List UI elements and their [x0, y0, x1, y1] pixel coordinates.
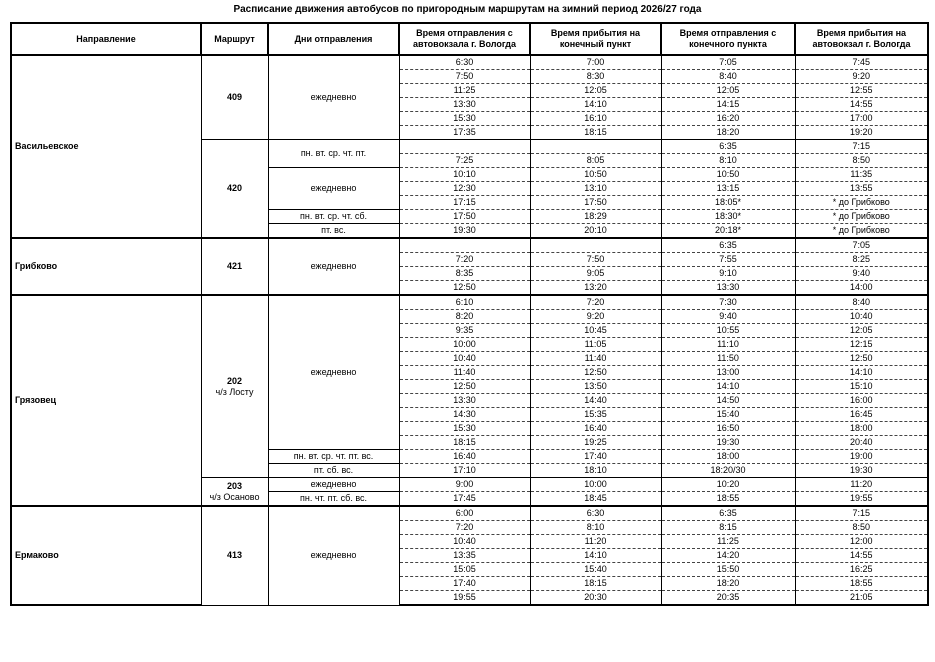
arr-end-cell: 14:40: [530, 394, 661, 408]
dep-end-cell: 19:30: [661, 436, 795, 450]
dep-end-cell: 15:40: [661, 408, 795, 422]
arr-end-cell: 8:10: [530, 521, 661, 535]
dep-end-cell: 7:30: [661, 295, 795, 310]
dep-end-cell: 20:35: [661, 591, 795, 606]
arr-end-cell: 18:10: [530, 464, 661, 478]
arr-vologda-cell: 7:15: [795, 140, 928, 154]
route-number: 420: [226, 183, 243, 193]
dep-vologda-cell: 17:35: [399, 126, 530, 140]
table-row: [11, 506, 928, 521]
dep-end-cell: 14:20: [661, 549, 795, 563]
arr-vologda-cell: 12:50: [795, 352, 928, 366]
dep-vologda-cell: 13:35: [399, 549, 530, 563]
dep-end-cell: 11:25: [661, 535, 795, 549]
arr-vologda-cell: 7:15: [795, 506, 928, 521]
dep-vologda-cell: 15:30: [399, 112, 530, 126]
dep-vologda-cell: 6:10: [399, 295, 530, 310]
arr-vologda-cell: * до Грибково: [795, 196, 928, 210]
arr-end-cell: 9:05: [530, 267, 661, 281]
dep-vologda-cell: 17:40: [399, 577, 530, 591]
arr-vologda-cell: 18:55: [795, 577, 928, 591]
dep-vologda-cell: 6:30: [399, 55, 530, 70]
arr-vologda-cell: 11:35: [795, 168, 928, 182]
header-direction: Направление: [11, 23, 201, 55]
dep-end-cell: 18:20: [661, 577, 795, 591]
dep-end-cell: 11:10: [661, 338, 795, 352]
days-cell: пт. сб. вс.: [268, 464, 399, 478]
route-cell: [201, 295, 268, 478]
route-cell: [201, 238, 268, 295]
schedule-body: [11, 55, 928, 605]
arr-end-cell: 12:50: [530, 366, 661, 380]
direction-cell: Грибково: [11, 238, 201, 295]
arr-end-cell: 6:30: [530, 506, 661, 521]
arr-vologda-cell: 9:20: [795, 70, 928, 84]
arr-end-cell: 10:50: [530, 168, 661, 182]
arr-end-cell: 13:10: [530, 182, 661, 196]
days-cell: пт. вс.: [268, 224, 399, 239]
dep-vologda-cell: 17:45: [399, 492, 530, 507]
arr-vologda-cell: 17:00: [795, 112, 928, 126]
dep-vologda-cell: 10:10: [399, 168, 530, 182]
arr-vologda-cell: * до Грибково: [795, 210, 928, 224]
dep-vologda-cell: 13:30: [399, 394, 530, 408]
arr-end-cell: 20:10: [530, 224, 661, 239]
arr-end-cell: 18:45: [530, 492, 661, 507]
dep-vologda-cell: 10:00: [399, 338, 530, 352]
arr-end-cell: 11:05: [530, 338, 661, 352]
dep-vologda-cell: 9:35: [399, 324, 530, 338]
arr-end-cell: 11:40: [530, 352, 661, 366]
dep-vologda-cell: 15:05: [399, 563, 530, 577]
days-cell: ежедневно: [268, 295, 399, 450]
arr-vologda-cell: 14:00: [795, 281, 928, 296]
arr-vologda-cell: 7:45: [795, 55, 928, 70]
arr-end-cell: 8:30: [530, 70, 661, 84]
schedule-title: Расписание движения автобусов по пригородным маршрутам на зимний период 2026/27 года: [233, 4, 702, 15]
arr-vologda-cell: 19:20: [795, 126, 928, 140]
dep-vologda-cell: 11:40: [399, 366, 530, 380]
arr-end-cell: 10:00: [530, 478, 661, 492]
dep-vologda-cell: 7:25: [399, 154, 530, 168]
table-row: [11, 238, 928, 253]
arr-end-cell: 7:50: [530, 253, 661, 267]
dep-vologda-cell: 8:20: [399, 310, 530, 324]
dep-end-cell: 14:50: [661, 394, 795, 408]
days-cell: пн. чт. пт. сб. вс.: [268, 492, 399, 507]
dep-end-cell: 13:15: [661, 182, 795, 196]
schedule-table: [10, 22, 929, 606]
dep-end-cell: 18:05*: [661, 196, 795, 210]
dep-vologda-cell: [399, 238, 530, 253]
arr-end-cell: 14:10: [530, 549, 661, 563]
arr-end-cell: 9:20: [530, 310, 661, 324]
arr-vologda-cell: 19:55: [795, 492, 928, 507]
arr-end-cell: 17:40: [530, 450, 661, 464]
dep-end-cell: 14:10: [661, 380, 795, 394]
dep-vologda-cell: 6:00: [399, 506, 530, 521]
dep-vologda-cell: 8:35: [399, 267, 530, 281]
dep-end-cell: 6:35: [661, 506, 795, 521]
table-row: [11, 55, 928, 70]
route-number: 421: [226, 261, 243, 271]
arr-end-cell: 11:20: [530, 535, 661, 549]
dep-end-cell: 8:10: [661, 154, 795, 168]
route-cell: [201, 140, 268, 239]
dep-end-cell: 12:05: [661, 84, 795, 98]
dep-vologda-cell: 17:15: [399, 196, 530, 210]
arr-vologda-cell: 8:40: [795, 295, 928, 310]
dep-end-cell: 18:20/30: [661, 464, 795, 478]
arr-vologda-cell: 20:40: [795, 436, 928, 450]
dep-end-cell: 18:55: [661, 492, 795, 507]
arr-vologda-cell: 12:15: [795, 338, 928, 352]
dep-end-cell: 9:40: [661, 310, 795, 324]
header-dep-vologda: Время отправления с автовокзала г. Вологда: [399, 23, 530, 55]
arr-vologda-cell: 14:10: [795, 366, 928, 380]
route-via: ч/з Лосту: [215, 386, 254, 397]
arr-end-cell: 15:35: [530, 408, 661, 422]
dep-vologda-cell: 16:40: [399, 450, 530, 464]
table-row: [11, 295, 928, 310]
dep-vologda-cell: 19:55: [399, 591, 530, 606]
dep-end-cell: 7:55: [661, 253, 795, 267]
header-arr-end: Время прибытия на конечный пункт: [530, 23, 661, 55]
arr-end-cell: 19:25: [530, 436, 661, 450]
arr-vologda-cell: 7:05: [795, 238, 928, 253]
arr-end-cell: 10:45: [530, 324, 661, 338]
dep-vologda-cell: 13:30: [399, 98, 530, 112]
arr-vologda-cell: 18:00: [795, 422, 928, 436]
arr-vologda-cell: 14:55: [795, 549, 928, 563]
arr-vologda-cell: 12:00: [795, 535, 928, 549]
arr-vologda-cell: 16:25: [795, 563, 928, 577]
direction-cell: Грязовец: [11, 295, 201, 506]
route-cell: [201, 506, 268, 605]
direction-cell: Васильевское: [11, 55, 201, 238]
dep-vologda-cell: 12:50: [399, 281, 530, 296]
arr-end-cell: 18:15: [530, 126, 661, 140]
arr-end-cell: 13:20: [530, 281, 661, 296]
arr-vologda-cell: 8:25: [795, 253, 928, 267]
dep-vologda-cell: 10:40: [399, 352, 530, 366]
arr-end-cell: 18:29: [530, 210, 661, 224]
dep-end-cell: 6:35: [661, 238, 795, 253]
arr-end-cell: 20:30: [530, 591, 661, 606]
arr-vologda-cell: 10:40: [795, 310, 928, 324]
dep-end-cell: 8:15: [661, 521, 795, 535]
dep-vologda-cell: 15:30: [399, 422, 530, 436]
arr-vologda-cell: 13:55: [795, 182, 928, 196]
dep-end-cell: 9:10: [661, 267, 795, 281]
dep-vologda-cell: 7:50: [399, 70, 530, 84]
direction-cell: Ермаково: [11, 506, 201, 605]
arr-end-cell: 17:50: [530, 196, 661, 210]
arr-end-cell: 18:15: [530, 577, 661, 591]
dep-end-cell: 14:15: [661, 98, 795, 112]
arr-end-cell: [530, 238, 661, 253]
arr-end-cell: 15:40: [530, 563, 661, 577]
route-cell: [201, 55, 268, 140]
dep-vologda-cell: 12:30: [399, 182, 530, 196]
arr-end-cell: 14:10: [530, 98, 661, 112]
dep-end-cell: 16:20: [661, 112, 795, 126]
dep-vologda-cell: [399, 140, 530, 154]
days-cell: ежедневно: [268, 168, 399, 210]
dep-vologda-cell: 18:15: [399, 436, 530, 450]
arr-vologda-cell: 19:30: [795, 464, 928, 478]
days-cell: ежедневно: [268, 478, 399, 492]
dep-vologda-cell: 14:30: [399, 408, 530, 422]
days-cell: пн. вт. ср. чт. сб.: [268, 210, 399, 224]
days-cell: ежедневно: [268, 238, 399, 295]
days-cell: пн. вт. ср. чт. пт. вс.: [268, 450, 399, 464]
arr-end-cell: 7:20: [530, 295, 661, 310]
arr-vologda-cell: 8:50: [795, 521, 928, 535]
dep-end-cell: 13:30: [661, 281, 795, 296]
dep-vologda-cell: 10:40: [399, 535, 530, 549]
dep-end-cell: 6:35: [661, 140, 795, 154]
days-cell: ежедневно: [268, 506, 399, 605]
arr-end-cell: 12:05: [530, 84, 661, 98]
dep-end-cell: 13:00: [661, 366, 795, 380]
arr-vologda-cell: 12:05: [795, 324, 928, 338]
arr-end-cell: 7:00: [530, 55, 661, 70]
arr-vologda-cell: 16:45: [795, 408, 928, 422]
route-number: 202: [226, 375, 243, 386]
arr-vologda-cell: 8:50: [795, 154, 928, 168]
header-days: Дни отправления: [268, 23, 399, 55]
arr-vologda-cell: 16:00: [795, 394, 928, 408]
header-arr-vologda: Время прибытия на автовокзал г. Вологда: [795, 23, 928, 55]
arr-vologda-cell: 12:55: [795, 84, 928, 98]
dep-end-cell: 15:50: [661, 563, 795, 577]
arr-vologda-cell: 15:10: [795, 380, 928, 394]
dep-vologda-cell: 12:50: [399, 380, 530, 394]
route-number: 203: [226, 480, 243, 491]
route-number: 409: [226, 92, 243, 102]
dep-end-cell: 10:50: [661, 168, 795, 182]
arr-end-cell: 16:40: [530, 422, 661, 436]
dep-end-cell: 8:40: [661, 70, 795, 84]
dep-end-cell: 10:20: [661, 478, 795, 492]
dep-end-cell: 11:50: [661, 352, 795, 366]
dep-end-cell: 20:18*: [661, 224, 795, 239]
route-via: ч/з Осаново: [209, 491, 260, 502]
dep-vologda-cell: 7:20: [399, 253, 530, 267]
arr-vologda-cell: 9:40: [795, 267, 928, 281]
arr-end-cell: 13:50: [530, 380, 661, 394]
arr-vologda-cell: 14:55: [795, 98, 928, 112]
arr-end-cell: 8:05: [530, 154, 661, 168]
dep-vologda-cell: 7:20: [399, 521, 530, 535]
arr-vologda-cell: 19:00: [795, 450, 928, 464]
arr-vologda-cell: 11:20: [795, 478, 928, 492]
arr-end-cell: [530, 140, 661, 154]
dep-vologda-cell: 11:25: [399, 84, 530, 98]
route-number: 413: [226, 550, 243, 561]
dep-vologda-cell: 9:00: [399, 478, 530, 492]
dep-vologda-cell: 17:50: [399, 210, 530, 224]
header-row: [11, 23, 928, 55]
dep-end-cell: 18:20: [661, 126, 795, 140]
dep-vologda-cell: 17:10: [399, 464, 530, 478]
arr-end-cell: 16:10: [530, 112, 661, 126]
header-route: Маршрут: [201, 23, 268, 55]
dep-end-cell: 18:30*: [661, 210, 795, 224]
dep-end-cell: 16:50: [661, 422, 795, 436]
arr-vologda-cell: * до Грибково: [795, 224, 928, 239]
route-cell: [201, 478, 268, 507]
days-cell: пн. вт. ср. чт. пт.: [268, 140, 399, 168]
header-dep-end: Время отправления с конечного пункта: [661, 23, 795, 55]
dep-end-cell: 7:05: [661, 55, 795, 70]
dep-end-cell: 18:00: [661, 450, 795, 464]
days-cell: ежедневно: [268, 55, 399, 140]
dep-vologda-cell: 19:30: [399, 224, 530, 239]
dep-end-cell: 10:55: [661, 324, 795, 338]
arr-vologda-cell: 21:05: [795, 591, 928, 606]
